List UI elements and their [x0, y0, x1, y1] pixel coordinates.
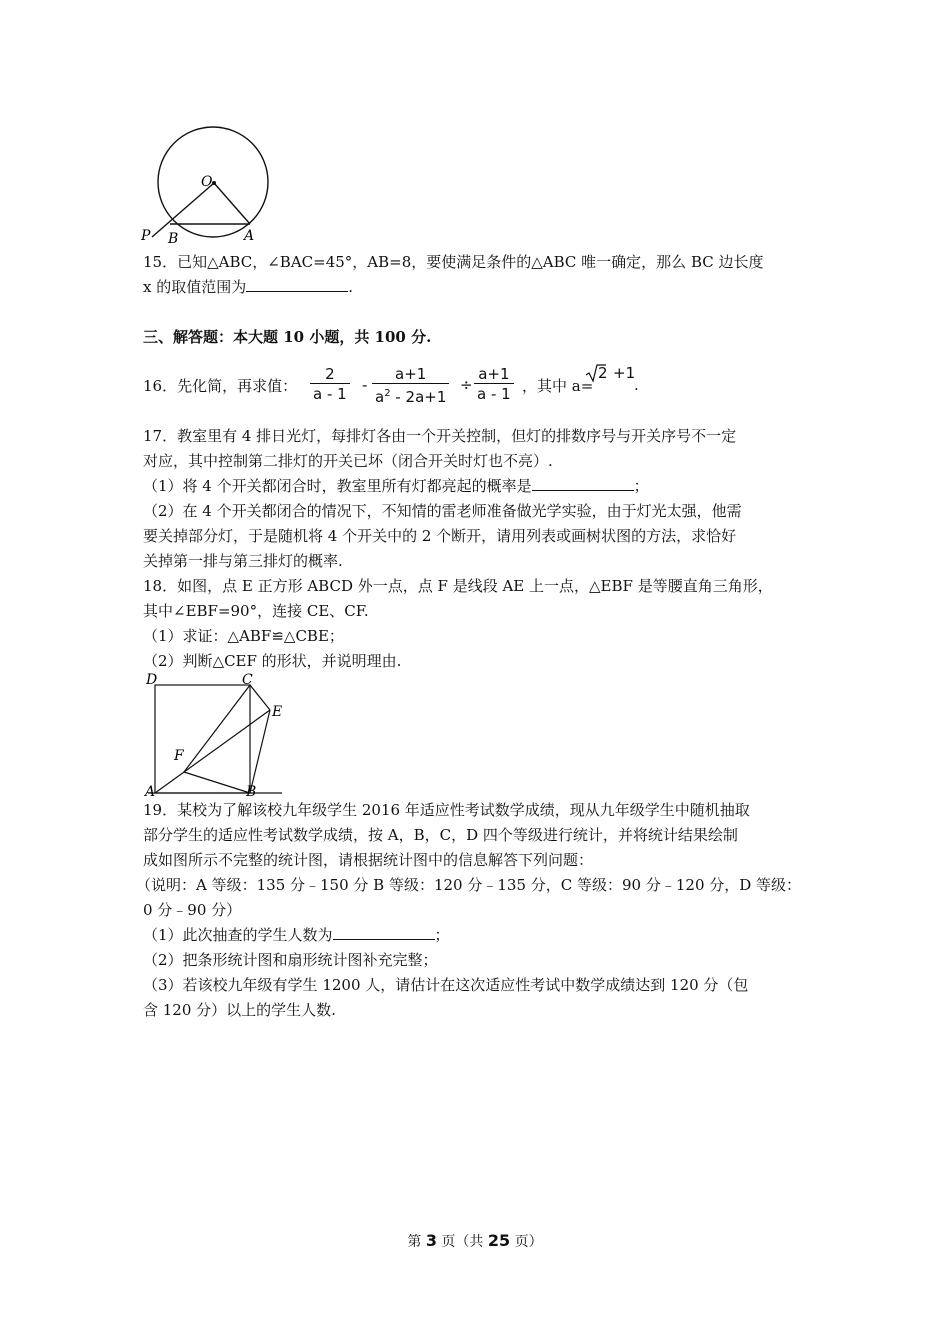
- q16-mid-text: ，其中 a=: [522, 377, 594, 395]
- q17-part2-line2: 要关掉部分灯，于是随机将 4 个开关中的 2 个断开，请用列表或画树状图的方法，求恰好: [143, 527, 737, 545]
- q15-prefix: x 的取值范围为: [143, 278, 247, 296]
- q15-line1: 15．已知△ABC，∠BAC=45°，AB=8，要使满足条件的△ABC 唯一确定，那么 BC 边长度: [143, 253, 764, 271]
- label-a2: A: [145, 784, 156, 800]
- label-f: F: [174, 748, 184, 764]
- q19-line2: 部分学生的适应性考试数学成绩，按 A，B，C，D 四个等级进行统计，并将统计结果绘制: [143, 826, 738, 844]
- q16-divide: ÷: [460, 376, 473, 394]
- q17-part1: （1）将 4 个开关都闭合时，教室里所有灯都亮起的概率是 ；: [143, 477, 649, 495]
- q19-note-line1: （说明：A 等级：135 分﹣150 分 B 等级：120 分﹣135 分，C 等级：90 分﹣120 分，D 等级：: [136, 876, 802, 894]
- q17-part2-line3: 关掉第一排与第三排灯的概率.: [143, 552, 343, 570]
- section3-title: 三、解答题：本大题 10 小题，共 100 分.: [143, 328, 432, 346]
- segment-ce: [250, 685, 270, 710]
- square-abcd: [155, 685, 250, 793]
- q16-f2-denominator: $a^2 - 2a+1$: [375, 388, 447, 406]
- q18-part1: （1）求证：△ABF≌△CBE；: [143, 627, 344, 645]
- q19-note-line2: 0 分﹣90 分）: [143, 901, 242, 919]
- q16-fraction-2: [372, 365, 449, 407]
- label-a: A: [244, 228, 255, 244]
- label-e: E: [272, 704, 283, 720]
- page-footer: 第 3 页（共 25 页）: [407, 1231, 543, 1250]
- label-b: B: [168, 231, 179, 247]
- q17-part2-line1: （2）在 4 个开关都闭合的情况下，不知情的雷老师准备做光学实验，由于灯光太强，他需: [143, 502, 742, 520]
- q19-line1: 19．某校为了解该校九年级学生 2016 年适应性考试数学成绩，现从九年级学生中随机抽取: [143, 801, 750, 819]
- q18-line1: 18．如图，点 E 正方形 ABCD 外一点，点 F 是线段 AE 上一点，△EBF 是等腰直角三角形，: [143, 577, 773, 595]
- q16-f3-numerator: a+1: [474, 365, 514, 384]
- label-c: C: [242, 672, 253, 688]
- label-p: P: [141, 228, 151, 244]
- q19-line3: 成如图所示不完整的统计图，请根据统计图中的信息解答下列问题：: [143, 851, 594, 869]
- q17-line2: 对应，其中控制第二排灯的开关已坏（闭合开关时灯也不亮）.: [143, 452, 553, 470]
- q19-part2: （2）把条形统计图和扇形统计图补充完整；: [143, 951, 438, 969]
- q15-answer-blank[interactable]: [246, 277, 348, 292]
- center-point: [212, 181, 216, 185]
- q16-f3-denominator: a - 1: [477, 385, 511, 403]
- q16-f1-numerator: 2: [310, 365, 350, 384]
- q19-part3-line2: 含 120 分）以上的学生人数.: [143, 1001, 336, 1019]
- q16-fraction-1: [310, 365, 350, 404]
- q15-line2: [143, 277, 353, 297]
- q18-line2: 其中∠EBF=90°，连接 CE、CF.: [143, 602, 369, 620]
- q16-end: .: [634, 376, 639, 394]
- q17-line1: 17．教室里有 4 排日光灯，每排灯各由一个开关控制，但灯的排数序号与开关序号不一定: [143, 427, 737, 445]
- circle-figure: [138, 125, 278, 247]
- q19-part3-line1: （3）若该校九年级有学生 1200 人，请估计在这次适应性考试中数学成绩达到 120 分（包: [143, 976, 749, 994]
- q17-answer-blank[interactable]: [532, 476, 634, 491]
- q16-prefix: 16．先化简，再求值：: [143, 377, 298, 395]
- segment-cf: [184, 685, 250, 772]
- square-figure: [142, 672, 292, 800]
- q16-plus-one: +1: [613, 364, 636, 382]
- q16-f1-denominator: a - 1: [313, 385, 347, 403]
- q16-minus: -: [362, 376, 368, 394]
- label-o: O: [201, 174, 213, 190]
- q15-suffix: .: [348, 278, 354, 296]
- q16-sqrt-radicand: 2: [598, 364, 608, 382]
- segment-oa: [214, 183, 250, 224]
- q19-answer-blank[interactable]: [333, 925, 435, 940]
- page-number: 3: [425, 1231, 437, 1250]
- label-d: D: [146, 672, 158, 688]
- q19-part1: （1）此次抽查的学生人数为 ；: [143, 926, 450, 944]
- label-b2: B: [246, 784, 257, 800]
- segment-fb: [184, 772, 250, 793]
- q16-f2-numerator: a+1: [372, 365, 449, 384]
- q18-part2: （2）判断△CEF 的形状，并说明理由.: [143, 652, 402, 670]
- q16-fraction-3: [474, 365, 514, 404]
- page-total: 25: [487, 1231, 511, 1250]
